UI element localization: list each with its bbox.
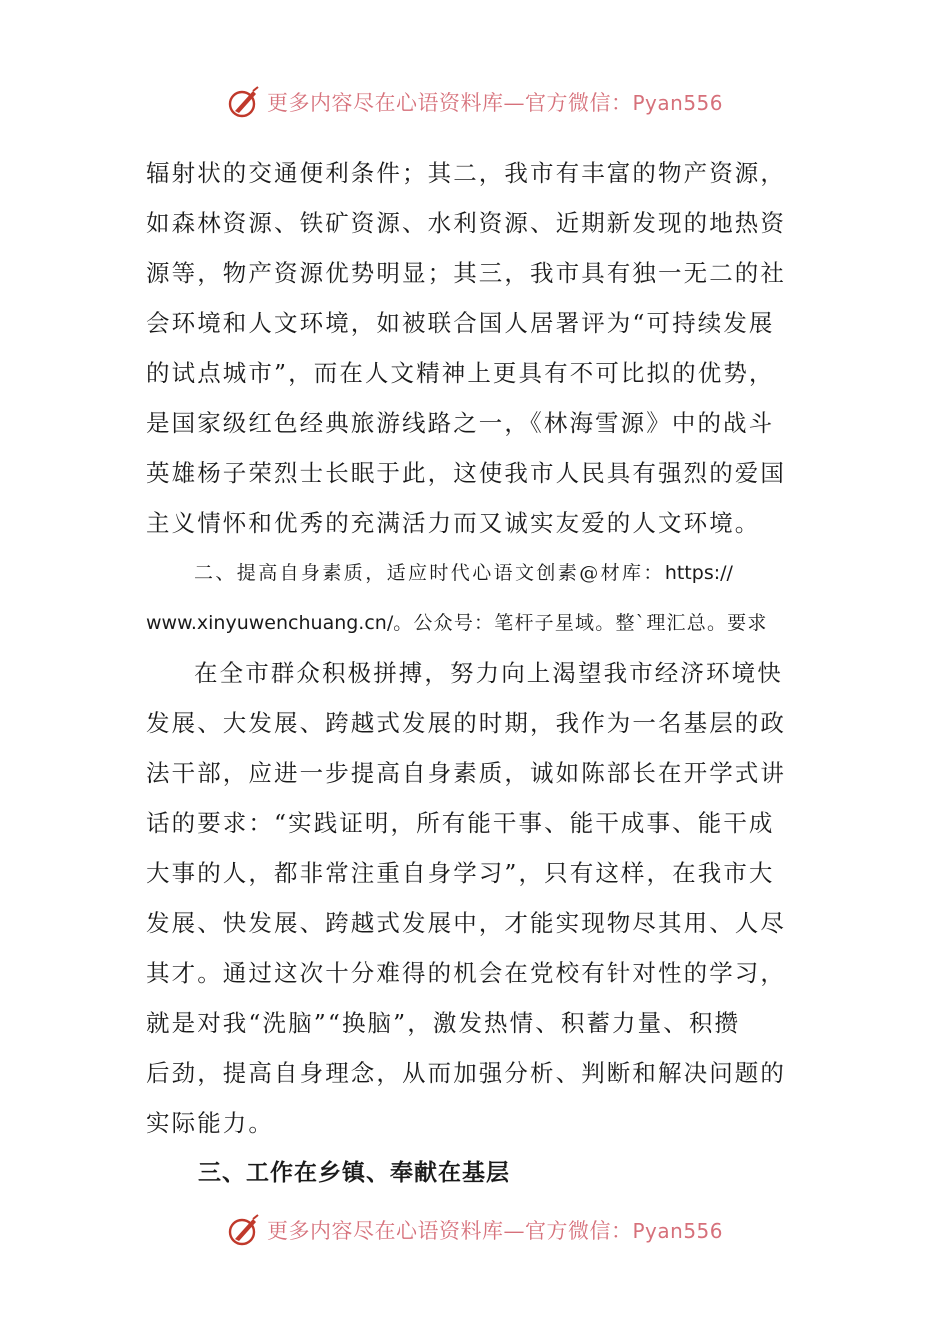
watermark-middle: 官方微信： xyxy=(524,1219,633,1243)
watermark-footer xyxy=(0,1210,950,1250)
section-3-heading: 三、工作在乡镇、奉献在基层 xyxy=(198,1160,510,1186)
watermark-header xyxy=(0,82,950,122)
watermark-account: Pyan556 xyxy=(632,91,723,115)
text-line: 会环境和人文环境，如被联合国人居署评为“可持续发展 xyxy=(146,309,775,337)
text-line: 的试点城市”，而在人文精神上更具有不可比拟的优势， xyxy=(146,359,775,387)
section-2-text: 二、提高自身素质，适应时代心语文创素@材库： xyxy=(194,562,665,584)
section-2-title xyxy=(146,548,808,648)
text-line: 如森林资源、铁矿资源、水利资源、近期新发现的地热资 xyxy=(146,209,786,237)
document-body xyxy=(146,148,808,1198)
paragraph-2 xyxy=(146,648,808,1148)
text-line: 话的要求：“实践证明，所有能干事、能干成事、能干成 xyxy=(146,809,775,837)
section-2-url-start: https:// xyxy=(664,562,733,584)
quill-logo-icon xyxy=(227,85,261,119)
text-line: 发展、快发展、跨越式发展中，才能实现物尽其用、人尽 xyxy=(146,909,786,937)
text-line: 法干部，应进一步提高自身素质，诚如陈部长在开学式讲 xyxy=(146,759,786,787)
text-line: 在全市群众积极拼搏，努力向上渴望我市经济环境快 xyxy=(194,659,783,687)
quill-logo-icon xyxy=(227,1213,261,1247)
watermark-prefix: 更多内容尽在心语资料库 xyxy=(266,1219,504,1243)
text-line: 是国家级红色经典旅游线路之一，《林海雪源》中的战斗 xyxy=(146,409,775,437)
text-line: 英雄杨子荣烈士长眠于此，这使我市人民具有强烈的爱国 xyxy=(146,459,786,487)
section-2-line-2 xyxy=(146,598,808,648)
text-line: 发展、大发展、跨越式发展的时期，我作为一名基层的政 xyxy=(146,709,786,737)
text-line: 辐射状的交通便利条件；其二，我市有丰富的物产资源， xyxy=(146,159,786,187)
text-line: 就是对我“洗脑”“换脑”，激发热情、积蓄力量、积攒 xyxy=(146,1009,741,1037)
watermark-dash: — xyxy=(503,91,525,115)
text-line: 其才。通过这次十分难得的机会在党校有针对性的学习， xyxy=(146,959,786,987)
section-2-text-2: 。公众号：笔杆子星域。整`理汇总。要求 xyxy=(393,612,768,634)
text-line: 大事的人，都非常注重自身学习”，只有这样，在我市大 xyxy=(146,859,775,887)
text-line: 源等，物产资源优势明显；其三，我市具有独一无二的社 xyxy=(146,259,786,287)
watermark-dash: — xyxy=(503,1219,525,1243)
watermark-middle: 官方微信： xyxy=(524,91,633,115)
text-line: 后劲，提高自身理念，从而加强分析、判断和解决问题的 xyxy=(146,1059,786,1087)
section-2-line-1 xyxy=(146,548,808,598)
text-line: 主义情怀和优秀的充满活力而又诚实友爱的人文环境。 xyxy=(146,509,761,537)
paragraph-1 xyxy=(146,148,808,548)
section-2-url: www.xinyuwenchuang.cn/ xyxy=(146,612,394,634)
watermark-account: Pyan556 xyxy=(632,1219,723,1243)
text-line: 实际能力。 xyxy=(146,1109,274,1137)
watermark-prefix: 更多内容尽在心语资料库 xyxy=(266,91,504,115)
